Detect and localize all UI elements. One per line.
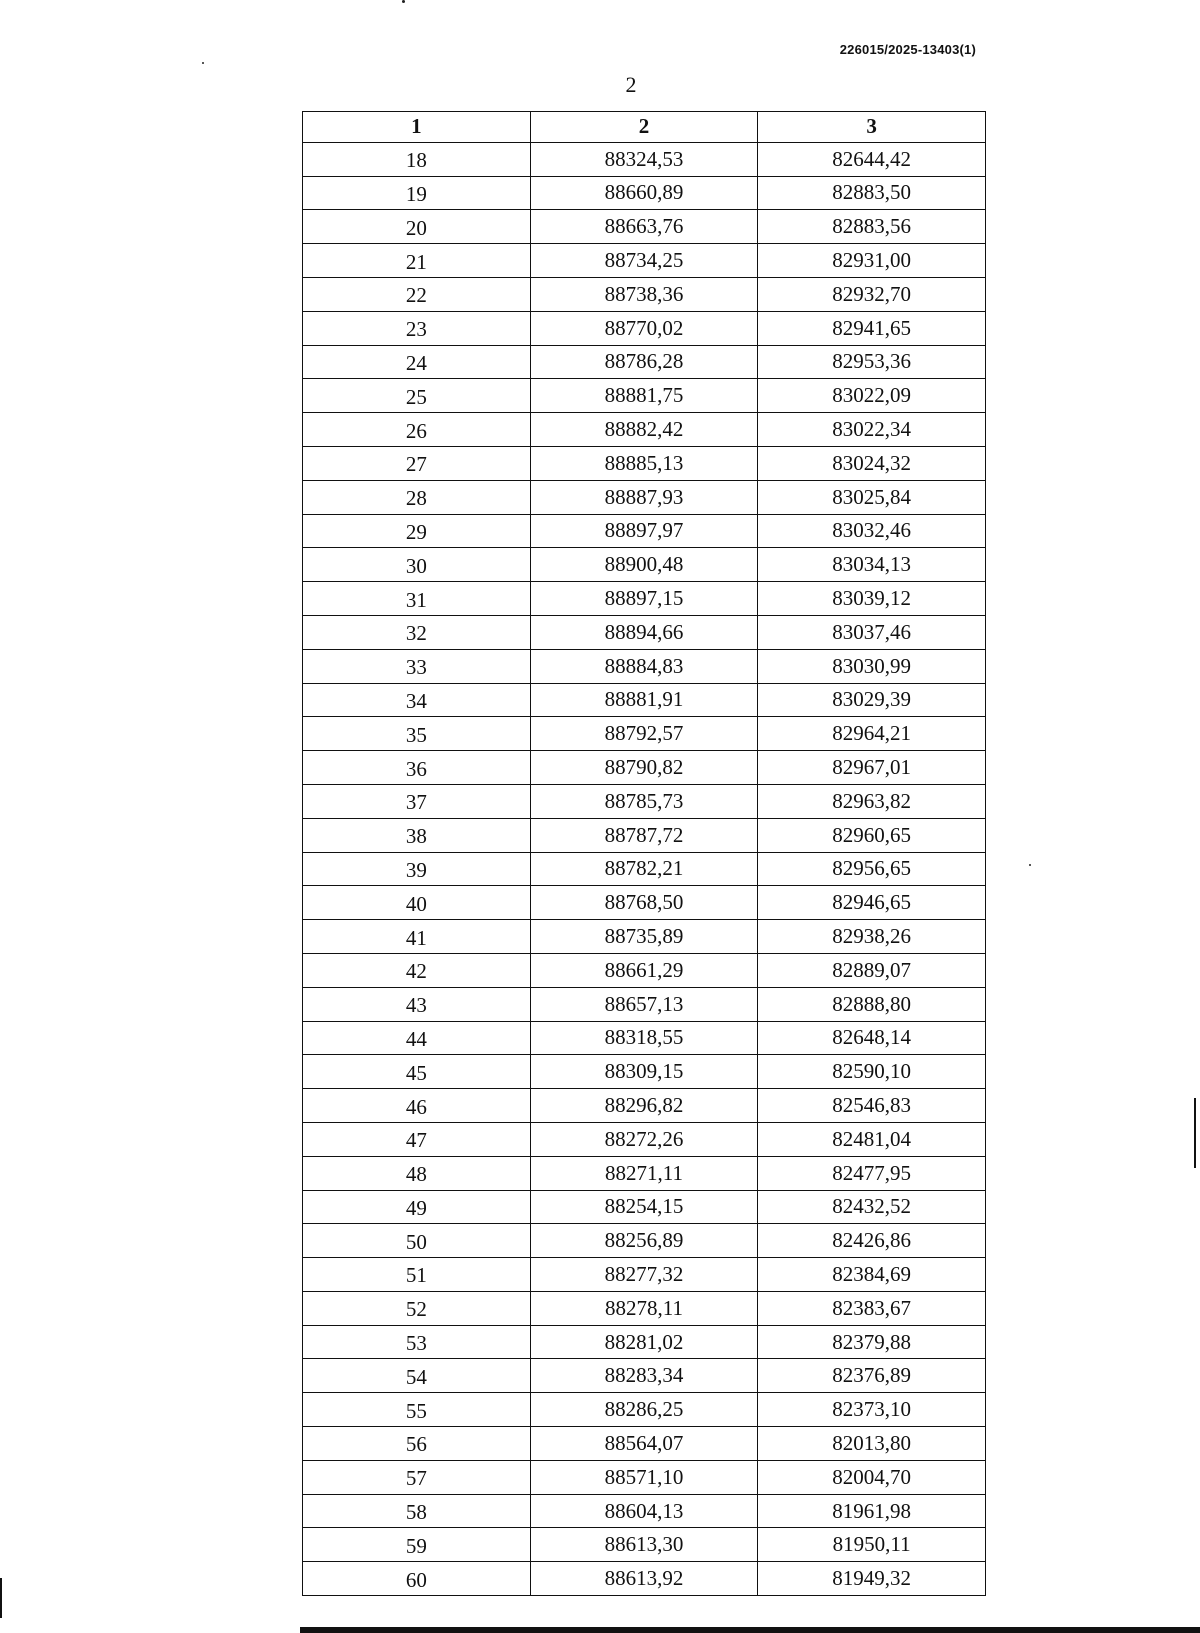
y-coordinate-cell: 82883,56	[758, 210, 986, 244]
point-number-cell: 54	[303, 1359, 531, 1393]
table-body	[303, 142, 986, 1595]
point-number-cell: 37	[303, 784, 531, 818]
point-number-cell: 57	[303, 1460, 531, 1494]
y-coordinate-cell: 82938,26	[758, 920, 986, 954]
point-number-cell: 60	[303, 1562, 531, 1596]
table-row	[303, 1021, 986, 1055]
table-row	[303, 1089, 986, 1123]
table-row	[303, 615, 986, 649]
x-coordinate-cell: 88897,15	[530, 582, 758, 616]
y-coordinate-cell: 82931,00	[758, 244, 986, 278]
table-row	[303, 649, 986, 683]
x-coordinate-cell: 88792,57	[530, 717, 758, 751]
x-coordinate-cell: 88660,89	[530, 176, 758, 210]
y-coordinate-cell: 82888,80	[758, 987, 986, 1021]
table-row	[303, 1291, 986, 1325]
x-coordinate-cell: 88256,89	[530, 1224, 758, 1258]
point-number-cell: 26	[303, 413, 531, 447]
point-number-cell: 39	[303, 852, 531, 886]
point-number-cell: 21	[303, 244, 531, 278]
point-number-cell: 32	[303, 615, 531, 649]
page-number: 2	[625, 72, 637, 97]
y-coordinate-cell: 82648,14	[758, 1021, 986, 1055]
scan-edge-mark	[0, 1578, 2, 1618]
table-row	[303, 683, 986, 717]
x-coordinate-cell: 88277,32	[530, 1258, 758, 1292]
table-row	[303, 717, 986, 751]
x-coordinate-cell: 88900,48	[530, 548, 758, 582]
point-number-cell: 50	[303, 1224, 531, 1258]
y-coordinate-cell: 83029,39	[758, 683, 986, 717]
table-row	[303, 311, 986, 345]
column-header: 1	[303, 112, 531, 143]
point-number-cell: 48	[303, 1156, 531, 1190]
y-coordinate-cell: 82383,67	[758, 1291, 986, 1325]
point-number-cell: 41	[303, 920, 531, 954]
x-coordinate-cell: 88790,82	[530, 751, 758, 785]
x-coordinate-cell: 88564,07	[530, 1427, 758, 1461]
table-row	[303, 818, 986, 852]
table-row	[303, 1393, 986, 1427]
x-coordinate-cell: 88318,55	[530, 1021, 758, 1055]
point-number-cell: 42	[303, 953, 531, 987]
y-coordinate-cell: 82373,10	[758, 1393, 986, 1427]
table-row	[303, 210, 986, 244]
point-number-cell: 51	[303, 1258, 531, 1292]
point-number-cell: 34	[303, 683, 531, 717]
x-coordinate-cell: 88881,91	[530, 683, 758, 717]
x-coordinate-cell: 88663,76	[530, 210, 758, 244]
point-number-cell: 38	[303, 818, 531, 852]
table-row	[303, 920, 986, 954]
y-coordinate-cell: 82963,82	[758, 784, 986, 818]
table-row	[303, 480, 986, 514]
x-coordinate-cell: 88657,13	[530, 987, 758, 1021]
table-row	[303, 1427, 986, 1461]
table-row	[303, 244, 986, 278]
y-coordinate-cell: 82384,69	[758, 1258, 986, 1292]
point-number-cell: 20	[303, 210, 531, 244]
table-row	[303, 1122, 986, 1156]
y-coordinate-cell: 83022,34	[758, 413, 986, 447]
x-coordinate-cell: 88571,10	[530, 1460, 758, 1494]
table-row	[303, 1190, 986, 1224]
y-coordinate-cell: 83034,13	[758, 548, 986, 582]
y-coordinate-cell: 82590,10	[758, 1055, 986, 1089]
table-row	[303, 1359, 986, 1393]
table-row	[303, 379, 986, 413]
point-number-cell: 52	[303, 1291, 531, 1325]
y-coordinate-cell: 82883,50	[758, 176, 986, 210]
x-coordinate-cell: 88884,83	[530, 649, 758, 683]
y-coordinate-cell: 82481,04	[758, 1122, 986, 1156]
table-row	[303, 1224, 986, 1258]
y-coordinate-cell: 82013,80	[758, 1427, 986, 1461]
y-coordinate-cell: 83024,32	[758, 446, 986, 480]
y-coordinate-cell: 82004,70	[758, 1460, 986, 1494]
y-coordinate-cell: 81950,11	[758, 1528, 986, 1562]
x-coordinate-cell: 88881,75	[530, 379, 758, 413]
y-coordinate-cell: 82477,95	[758, 1156, 986, 1190]
y-coordinate-cell: 82956,65	[758, 852, 986, 886]
point-number-cell: 28	[303, 480, 531, 514]
x-coordinate-cell: 88286,25	[530, 1393, 758, 1427]
point-number-cell: 18	[303, 142, 531, 176]
point-number-cell: 25	[303, 379, 531, 413]
x-coordinate-cell: 88296,82	[530, 1089, 758, 1123]
point-number-cell: 23	[303, 311, 531, 345]
x-coordinate-cell: 88887,93	[530, 480, 758, 514]
table-row	[303, 582, 986, 616]
scan-speck	[202, 62, 204, 64]
point-number-cell: 35	[303, 717, 531, 751]
x-coordinate-cell: 88735,89	[530, 920, 758, 954]
table-row	[303, 987, 986, 1021]
table-row	[303, 852, 986, 886]
point-number-cell: 40	[303, 886, 531, 920]
x-coordinate-cell: 88894,66	[530, 615, 758, 649]
y-coordinate-cell: 82889,07	[758, 953, 986, 987]
y-coordinate-cell: 83022,09	[758, 379, 986, 413]
point-number-cell: 47	[303, 1122, 531, 1156]
y-coordinate-cell: 82432,52	[758, 1190, 986, 1224]
x-coordinate-cell: 88782,21	[530, 852, 758, 886]
table-row	[303, 1528, 986, 1562]
table-row	[303, 345, 986, 379]
x-coordinate-cell: 88278,11	[530, 1291, 758, 1325]
y-coordinate-cell: 81949,32	[758, 1562, 986, 1596]
y-coordinate-cell: 82376,89	[758, 1359, 986, 1393]
y-coordinate-cell: 83030,99	[758, 649, 986, 683]
y-coordinate-cell: 82941,65	[758, 311, 986, 345]
table-row	[303, 413, 986, 447]
point-number-cell: 53	[303, 1325, 531, 1359]
y-coordinate-cell: 82960,65	[758, 818, 986, 852]
column-header: 2	[530, 112, 758, 143]
x-coordinate-cell: 88324,53	[530, 142, 758, 176]
x-coordinate-cell: 88661,29	[530, 953, 758, 987]
y-coordinate-cell: 82953,36	[758, 345, 986, 379]
y-coordinate-cell: 82946,65	[758, 886, 986, 920]
table-row	[303, 1562, 986, 1596]
table-row	[303, 176, 986, 210]
point-number-cell: 45	[303, 1055, 531, 1089]
x-coordinate-cell: 88272,26	[530, 1122, 758, 1156]
coordinates-table	[302, 111, 986, 1596]
table-row	[303, 548, 986, 582]
x-coordinate-cell: 88882,42	[530, 413, 758, 447]
point-number-cell: 22	[303, 277, 531, 311]
table-row	[303, 277, 986, 311]
x-coordinate-cell: 88604,13	[530, 1494, 758, 1528]
table-header-row	[303, 112, 986, 143]
y-coordinate-cell: 81961,98	[758, 1494, 986, 1528]
y-coordinate-cell: 83037,46	[758, 615, 986, 649]
point-number-cell: 30	[303, 548, 531, 582]
table-row	[303, 751, 986, 785]
x-coordinate-cell: 88613,30	[530, 1528, 758, 1562]
point-number-cell: 46	[303, 1089, 531, 1123]
y-coordinate-cell: 82426,86	[758, 1224, 986, 1258]
x-coordinate-cell: 88768,50	[530, 886, 758, 920]
x-coordinate-cell: 88309,15	[530, 1055, 758, 1089]
point-number-cell: 31	[303, 582, 531, 616]
x-coordinate-cell: 88897,97	[530, 514, 758, 548]
y-coordinate-cell: 83039,12	[758, 582, 986, 616]
table-row	[303, 1156, 986, 1190]
x-coordinate-cell: 88271,11	[530, 1156, 758, 1190]
y-coordinate-cell: 83032,46	[758, 514, 986, 548]
x-coordinate-cell: 88613,92	[530, 1562, 758, 1596]
scan-speck	[1029, 864, 1031, 866]
point-number-cell: 27	[303, 446, 531, 480]
point-number-cell: 58	[303, 1494, 531, 1528]
x-coordinate-cell: 88734,25	[530, 244, 758, 278]
y-coordinate-cell: 82644,42	[758, 142, 986, 176]
point-number-cell: 55	[303, 1393, 531, 1427]
scan-speck	[402, 0, 405, 3]
table-row	[303, 446, 986, 480]
x-coordinate-cell: 88738,36	[530, 277, 758, 311]
table-row	[303, 514, 986, 548]
table-row	[303, 886, 986, 920]
point-number-cell: 59	[303, 1528, 531, 1562]
x-coordinate-cell: 88770,02	[530, 311, 758, 345]
x-coordinate-cell: 88283,34	[530, 1359, 758, 1393]
table-row	[303, 142, 986, 176]
table-row	[303, 1494, 986, 1528]
point-number-cell: 33	[303, 649, 531, 683]
table-row	[303, 1325, 986, 1359]
y-coordinate-cell: 83025,84	[758, 480, 986, 514]
y-coordinate-cell: 82932,70	[758, 277, 986, 311]
point-number-cell: 56	[303, 1427, 531, 1461]
x-coordinate-cell: 88885,13	[530, 446, 758, 480]
table-row	[303, 1055, 986, 1089]
x-coordinate-cell: 88787,72	[530, 818, 758, 852]
x-coordinate-cell: 88254,15	[530, 1190, 758, 1224]
x-coordinate-cell: 88281,02	[530, 1325, 758, 1359]
point-number-cell: 19	[303, 176, 531, 210]
y-coordinate-cell: 82967,01	[758, 751, 986, 785]
y-coordinate-cell: 82379,88	[758, 1325, 986, 1359]
document-number: 226015/2025-13403(1)	[839, 42, 976, 57]
y-coordinate-cell: 82964,21	[758, 717, 986, 751]
point-number-cell: 44	[303, 1021, 531, 1055]
table-row	[303, 1460, 986, 1494]
point-number-cell: 36	[303, 751, 531, 785]
scan-edge-mark	[1194, 1098, 1196, 1168]
point-number-cell: 29	[303, 514, 531, 548]
x-coordinate-cell: 88785,73	[530, 784, 758, 818]
scan-bottom-border	[300, 1627, 1200, 1633]
point-number-cell: 43	[303, 987, 531, 1021]
y-coordinate-cell: 82546,83	[758, 1089, 986, 1123]
table-row	[303, 784, 986, 818]
point-number-cell: 24	[303, 345, 531, 379]
point-number-cell: 49	[303, 1190, 531, 1224]
x-coordinate-cell: 88786,28	[530, 345, 758, 379]
column-header: 3	[758, 112, 986, 143]
table-row	[303, 953, 986, 987]
table-row	[303, 1258, 986, 1292]
